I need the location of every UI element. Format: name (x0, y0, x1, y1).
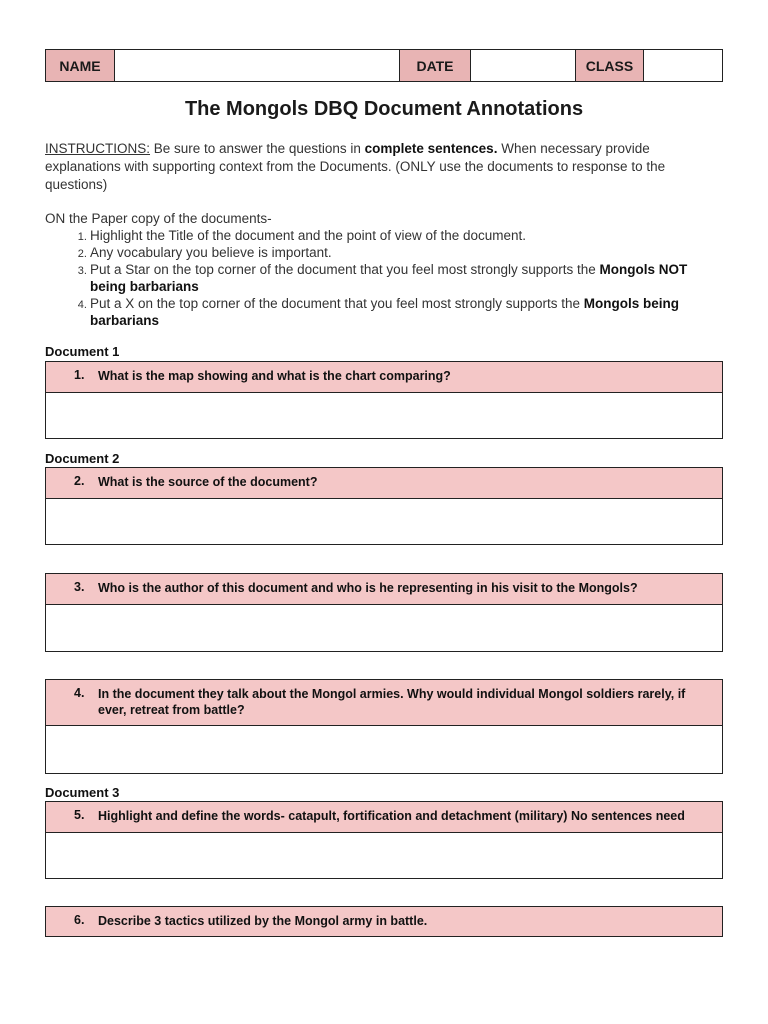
question-5-box (45, 801, 723, 879)
instructions-bold: complete sentences. (364, 141, 498, 156)
question-2-header: 2. What is the source of the document? (46, 468, 722, 499)
name-label: NAME (46, 50, 115, 82)
question-4-header: 4. In the document they talk about the Mongol armies. Why would individual Mongol soldiers rarely, if ever, retreat from battle? (46, 680, 722, 726)
paper-list (45, 227, 725, 329)
question-6-header: 6. Describe 3 tactics utilized by the Mongol army in battle. (46, 907, 722, 936)
instructions (45, 140, 725, 194)
list-item: 1. Highlight the Title of the document and the point of view of the document. (90, 227, 725, 244)
date-field[interactable] (471, 50, 576, 82)
student-info-header (45, 49, 723, 82)
answer-5-field[interactable] (46, 833, 722, 878)
answer-1-field[interactable] (46, 393, 722, 438)
question-6-box (45, 906, 723, 937)
class-label: CLASS (576, 50, 644, 82)
class-field[interactable] (644, 50, 723, 82)
question-1-box (45, 361, 723, 439)
page-title: The Mongols DBQ Document Annotations (184, 98, 584, 120)
paper-intro: ON the Paper copy of the documents- (45, 211, 272, 226)
question-4-box (45, 679, 723, 774)
list-item: 3. Put a Star on the top corner of the document that you feel most strongly supports the Mongols NOT being barbarians (90, 261, 725, 295)
answer-3-field[interactable] (46, 605, 722, 651)
paper-copy-instructions (45, 210, 725, 329)
name-field[interactable] (115, 50, 400, 82)
instructions-part2: When necessary provide explanations with supporting context from the Documents. (ONLY use the documents to response to the questions) (45, 141, 666, 192)
document-1-label: Document 1 (45, 344, 120, 359)
question-5-header: 5. Highlight and define the words- catapult, fortification and detachment (military) No sentences need (46, 802, 722, 833)
answer-4-field[interactable] (46, 726, 722, 773)
instructions-part1: Be sure to answer the questions in (150, 141, 365, 156)
question-3-box (45, 573, 723, 652)
question-1-header: 1. What is the map showing and what is the chart comparing? (46, 362, 722, 393)
date-label: DATE (400, 50, 471, 82)
question-2-box (45, 467, 723, 545)
list-item: 4. Put a X on the top corner of the document that you feel most strongly supports the Mongols being barbarians (90, 295, 725, 329)
answer-2-field[interactable] (46, 499, 722, 544)
list-item: 2. Any vocabulary you believe is important. (90, 244, 725, 261)
document-3-label: Document 3 (45, 785, 120, 800)
document-2-label: Document 2 (45, 451, 120, 466)
question-3-header: 3. Who is the author of this document and who is he representing in his visit to the Mongols? (46, 574, 722, 605)
instructions-lead: INSTRUCTIONS: (45, 141, 151, 156)
